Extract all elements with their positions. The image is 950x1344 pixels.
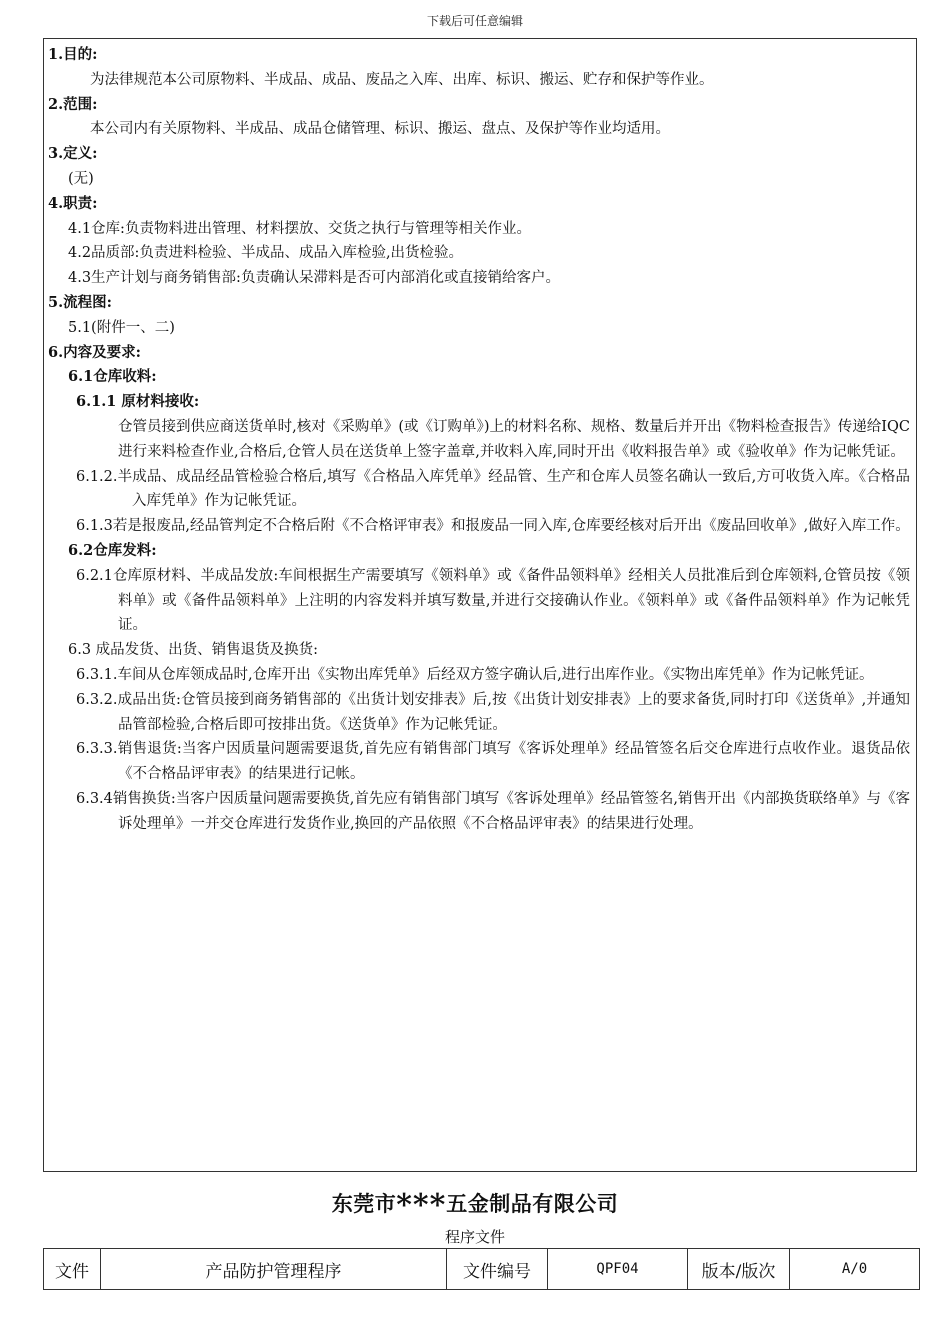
section-6-3-1: 6.3.1.车间从仓库领成品时,仓库开出《实物出库凭单》后经双方签字确认后,进行出库作业。《实物出库凭单》作为记帐凭证。 [76,666,874,683]
section-2-title: 2.范围: [48,95,98,113]
file-label: 文件 [44,1249,101,1290]
file-name: 产品防护管理程序 [101,1249,447,1290]
section-6-3-3: 6.3.3.销售退货:当客户因质量问题需要退货,首先应有销售部门填写《客诉处理单》经品管签名后交仓库进行点收作业。退货品依《不合格品评审表》的结果进行记帐。 [76,741,910,783]
version-label: 版本/版次 [688,1249,790,1290]
section-5-1: 5.1(附件一、二) [68,319,175,336]
section-5-title: 5.流程图: [48,293,112,311]
company-suffix: 五金制品有限公司 [446,1191,619,1216]
section-6-1-title: 6.1仓库收料: [68,368,157,386]
section-6-3-title: 6.3 成品发货、出货、销售退货及换货: [68,642,319,659]
document-info-row [44,1249,920,1290]
section-4-3: 4.3生产计划与商务销售部:负责确认呆滞料是否可内部消化或直接销给客户。 [68,270,560,287]
section-4-2: 4.2品质部:负责进料检验、半成品、成品入库检验,出货检验。 [68,245,464,262]
file-number: QPF04 [548,1249,688,1290]
section-1-text: 为法律规范本公司原物料、半成品、成品、废品之入库、出库、标识、搬运、贮存和保护等作业。 [90,71,714,88]
document-body [43,38,917,1172]
section-1-title: 1.目的: [48,46,98,63]
company-prefix: 东莞市 [331,1191,397,1216]
section-2-text: 本公司内有关原物料、半成品、成品仓储管理、标识、搬运、盘点、及保护等作业均适用。 [90,121,670,138]
section-6-3-4: 6.3.4销售换货:当客户因质量问题需要换货,首先应有销售部门填写《客诉处理单》经品管签名,销售开出《内部换货联络单》与《客诉处理单》一并交仓库进行发货作业,换回的产品依照《不合格品评审表》的结果进行处理。 [76,790,910,832]
company-stars: *** [396,1188,447,1223]
section-6-title: 6.内容及要求: [48,343,141,361]
section-6-3-2: 6.3.2.成品出货:仓管员接到商务销售部的《出货计划安排表》后,按《出货计划安排表》上的要求备货,同时打印《送货单》,并通知品管部检验,合格后即可按排出货。《送货单》作为记帐凭证。 [76,691,910,733]
section-6-1-1-text: 仓管员接到供应商送货单时,核对《采购单》(或《订购单》)上的材料名称、规格、数量后并开出《物料检查报告》传递给IQC进行来料检查作业,合格后,仓管人员在送货单上签字盖章,并收料入库,同时开出《收料报告单》或《验收单》作为记帐凭证。 [118,418,910,460]
section-4-title: 4.职责: [48,194,98,212]
section-6-2-title: 6.2仓库发料: [68,541,157,559]
document-type: 程序文件 [444,1228,505,1246]
section-6-1-2: 6.1.2.半成品、成品经品管检验合格后,填写《合格品入库凭单》经品管、生产和仓库人员签名确认一致后,方可收货入库。《合格品入库凭单》作为记帐凭证。 [76,468,910,510]
file-number-label: 文件编号 [447,1249,548,1290]
version-value: A/0 [790,1249,920,1290]
section-4-1: 4.1仓库:负责物料进出管理、材料摆放、交货之执行与管理等相关作业。 [68,220,531,237]
section-3-text: (无) [68,170,94,187]
section-3-title: 3.定义: [48,145,98,163]
company-name [0,1188,950,1223]
header-note: 下载后可任意编辑 [426,14,523,28]
section-6-2-1: 6.2.1仓库原材料、半成品发放:车间根据生产需要填写《领料单》或《备件品领料单》经相关人员批准后到仓库领料,仓管员按《领料单》或《备件品领料单》上注明的内容发料并填写数量,并进行交接确认作业。《领料单》或《备件品领料单》作为记帐凭证。 [76,567,910,634]
section-6-1-1-title: 6.1.1 原材料接收: [76,393,200,411]
section-6-1-3: 6.1.3若是报废品,经品管判定不合格后附《不合格评审表》和报废品一同入库,仓库要经核对后开出《废品回收单》,做好入库工作。 [76,518,910,535]
document-info-table [43,1248,920,1290]
